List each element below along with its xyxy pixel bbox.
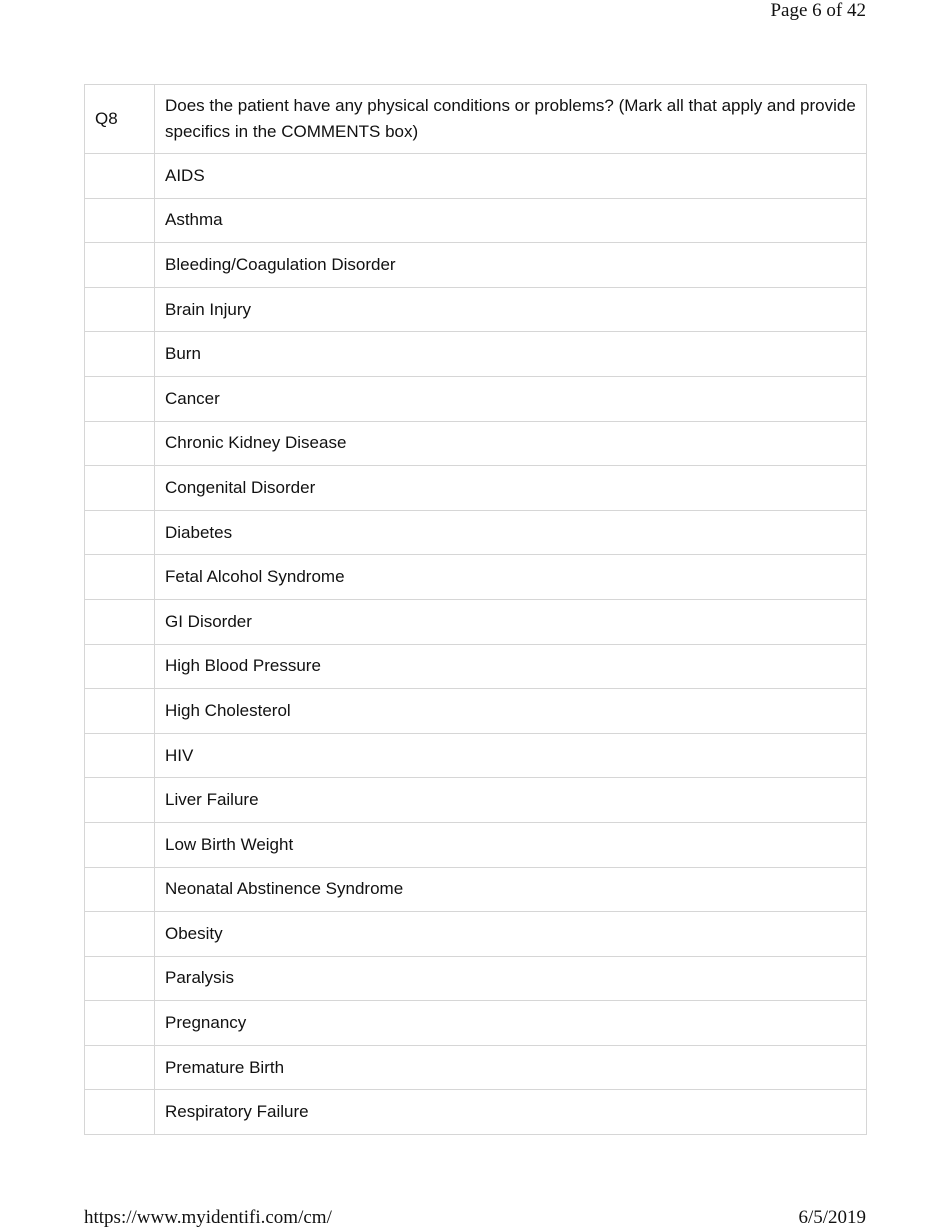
option-mark-cell[interactable] [85, 1045, 155, 1090]
option-label: Diabetes [155, 510, 867, 555]
option-row[interactable] [85, 287, 867, 332]
option-label: Low Birth Weight [155, 822, 867, 867]
option-row[interactable] [85, 510, 867, 555]
option-label: Bleeding/Coagulation Disorder [155, 243, 867, 288]
option-mark-cell[interactable] [85, 1090, 155, 1135]
option-label: Paralysis [155, 956, 867, 1001]
option-mark-cell[interactable] [85, 421, 155, 466]
option-mark-cell[interactable] [85, 956, 155, 1001]
option-label: High Blood Pressure [155, 644, 867, 689]
question-table [84, 84, 867, 1135]
option-mark-cell[interactable] [85, 154, 155, 199]
option-row[interactable] [85, 466, 867, 511]
option-row[interactable] [85, 555, 867, 600]
option-row[interactable] [85, 867, 867, 912]
question-text: Does the patient have any physical conditions or problems? (Mark all that apply and provide specifics in the COMMENTS box) [155, 85, 867, 154]
option-label: Burn [155, 332, 867, 377]
option-row[interactable] [85, 956, 867, 1001]
option-mark-cell[interactable] [85, 376, 155, 421]
option-row[interactable] [85, 1045, 867, 1090]
option-mark-cell[interactable] [85, 644, 155, 689]
option-row[interactable] [85, 198, 867, 243]
option-mark-cell[interactable] [85, 689, 155, 734]
option-mark-cell[interactable] [85, 599, 155, 644]
option-label: Congenital Disorder [155, 466, 867, 511]
option-mark-cell[interactable] [85, 778, 155, 823]
page-number: Page 6 of 42 [770, 0, 866, 21]
option-label: Respiratory Failure [155, 1090, 867, 1135]
option-label: Asthma [155, 198, 867, 243]
option-row[interactable] [85, 733, 867, 778]
option-mark-cell[interactable] [85, 287, 155, 332]
option-row[interactable] [85, 822, 867, 867]
option-mark-cell[interactable] [85, 198, 155, 243]
option-row[interactable] [85, 778, 867, 823]
option-row[interactable] [85, 689, 867, 734]
option-row[interactable] [85, 154, 867, 199]
option-row[interactable] [85, 332, 867, 377]
option-mark-cell[interactable] [85, 912, 155, 957]
option-row[interactable] [85, 421, 867, 466]
option-row[interactable] [85, 912, 867, 957]
option-label: GI Disorder [155, 599, 867, 644]
footer-date: 6/5/2019 [798, 1207, 866, 1228]
option-label: Pregnancy [155, 1001, 867, 1046]
option-label: Chronic Kidney Disease [155, 421, 867, 466]
option-mark-cell[interactable] [85, 822, 155, 867]
option-label: Fetal Alcohol Syndrome [155, 555, 867, 600]
option-mark-cell[interactable] [85, 243, 155, 288]
question-number: Q8 [85, 85, 155, 154]
option-label: Liver Failure [155, 778, 867, 823]
question-header-row [85, 85, 867, 154]
option-mark-cell[interactable] [85, 332, 155, 377]
option-mark-cell[interactable] [85, 466, 155, 511]
option-row[interactable] [85, 1090, 867, 1135]
option-label: Brain Injury [155, 287, 867, 332]
option-label: Cancer [155, 376, 867, 421]
option-label: Neonatal Abstinence Syndrome [155, 867, 867, 912]
option-mark-cell[interactable] [85, 867, 155, 912]
option-mark-cell[interactable] [85, 555, 155, 600]
option-row[interactable] [85, 1001, 867, 1046]
option-mark-cell[interactable] [85, 733, 155, 778]
option-label: AIDS [155, 154, 867, 199]
option-row[interactable] [85, 644, 867, 689]
option-label: HIV [155, 733, 867, 778]
option-mark-cell[interactable] [85, 510, 155, 555]
option-mark-cell[interactable] [85, 1001, 155, 1046]
option-label: Obesity [155, 912, 867, 957]
footer-url[interactable]: https://www.myidentifi.com/cm/ [84, 1207, 332, 1228]
option-row[interactable] [85, 599, 867, 644]
option-label: High Cholesterol [155, 689, 867, 734]
option-row[interactable] [85, 376, 867, 421]
option-label: Premature Birth [155, 1045, 867, 1090]
option-row[interactable] [85, 243, 867, 288]
